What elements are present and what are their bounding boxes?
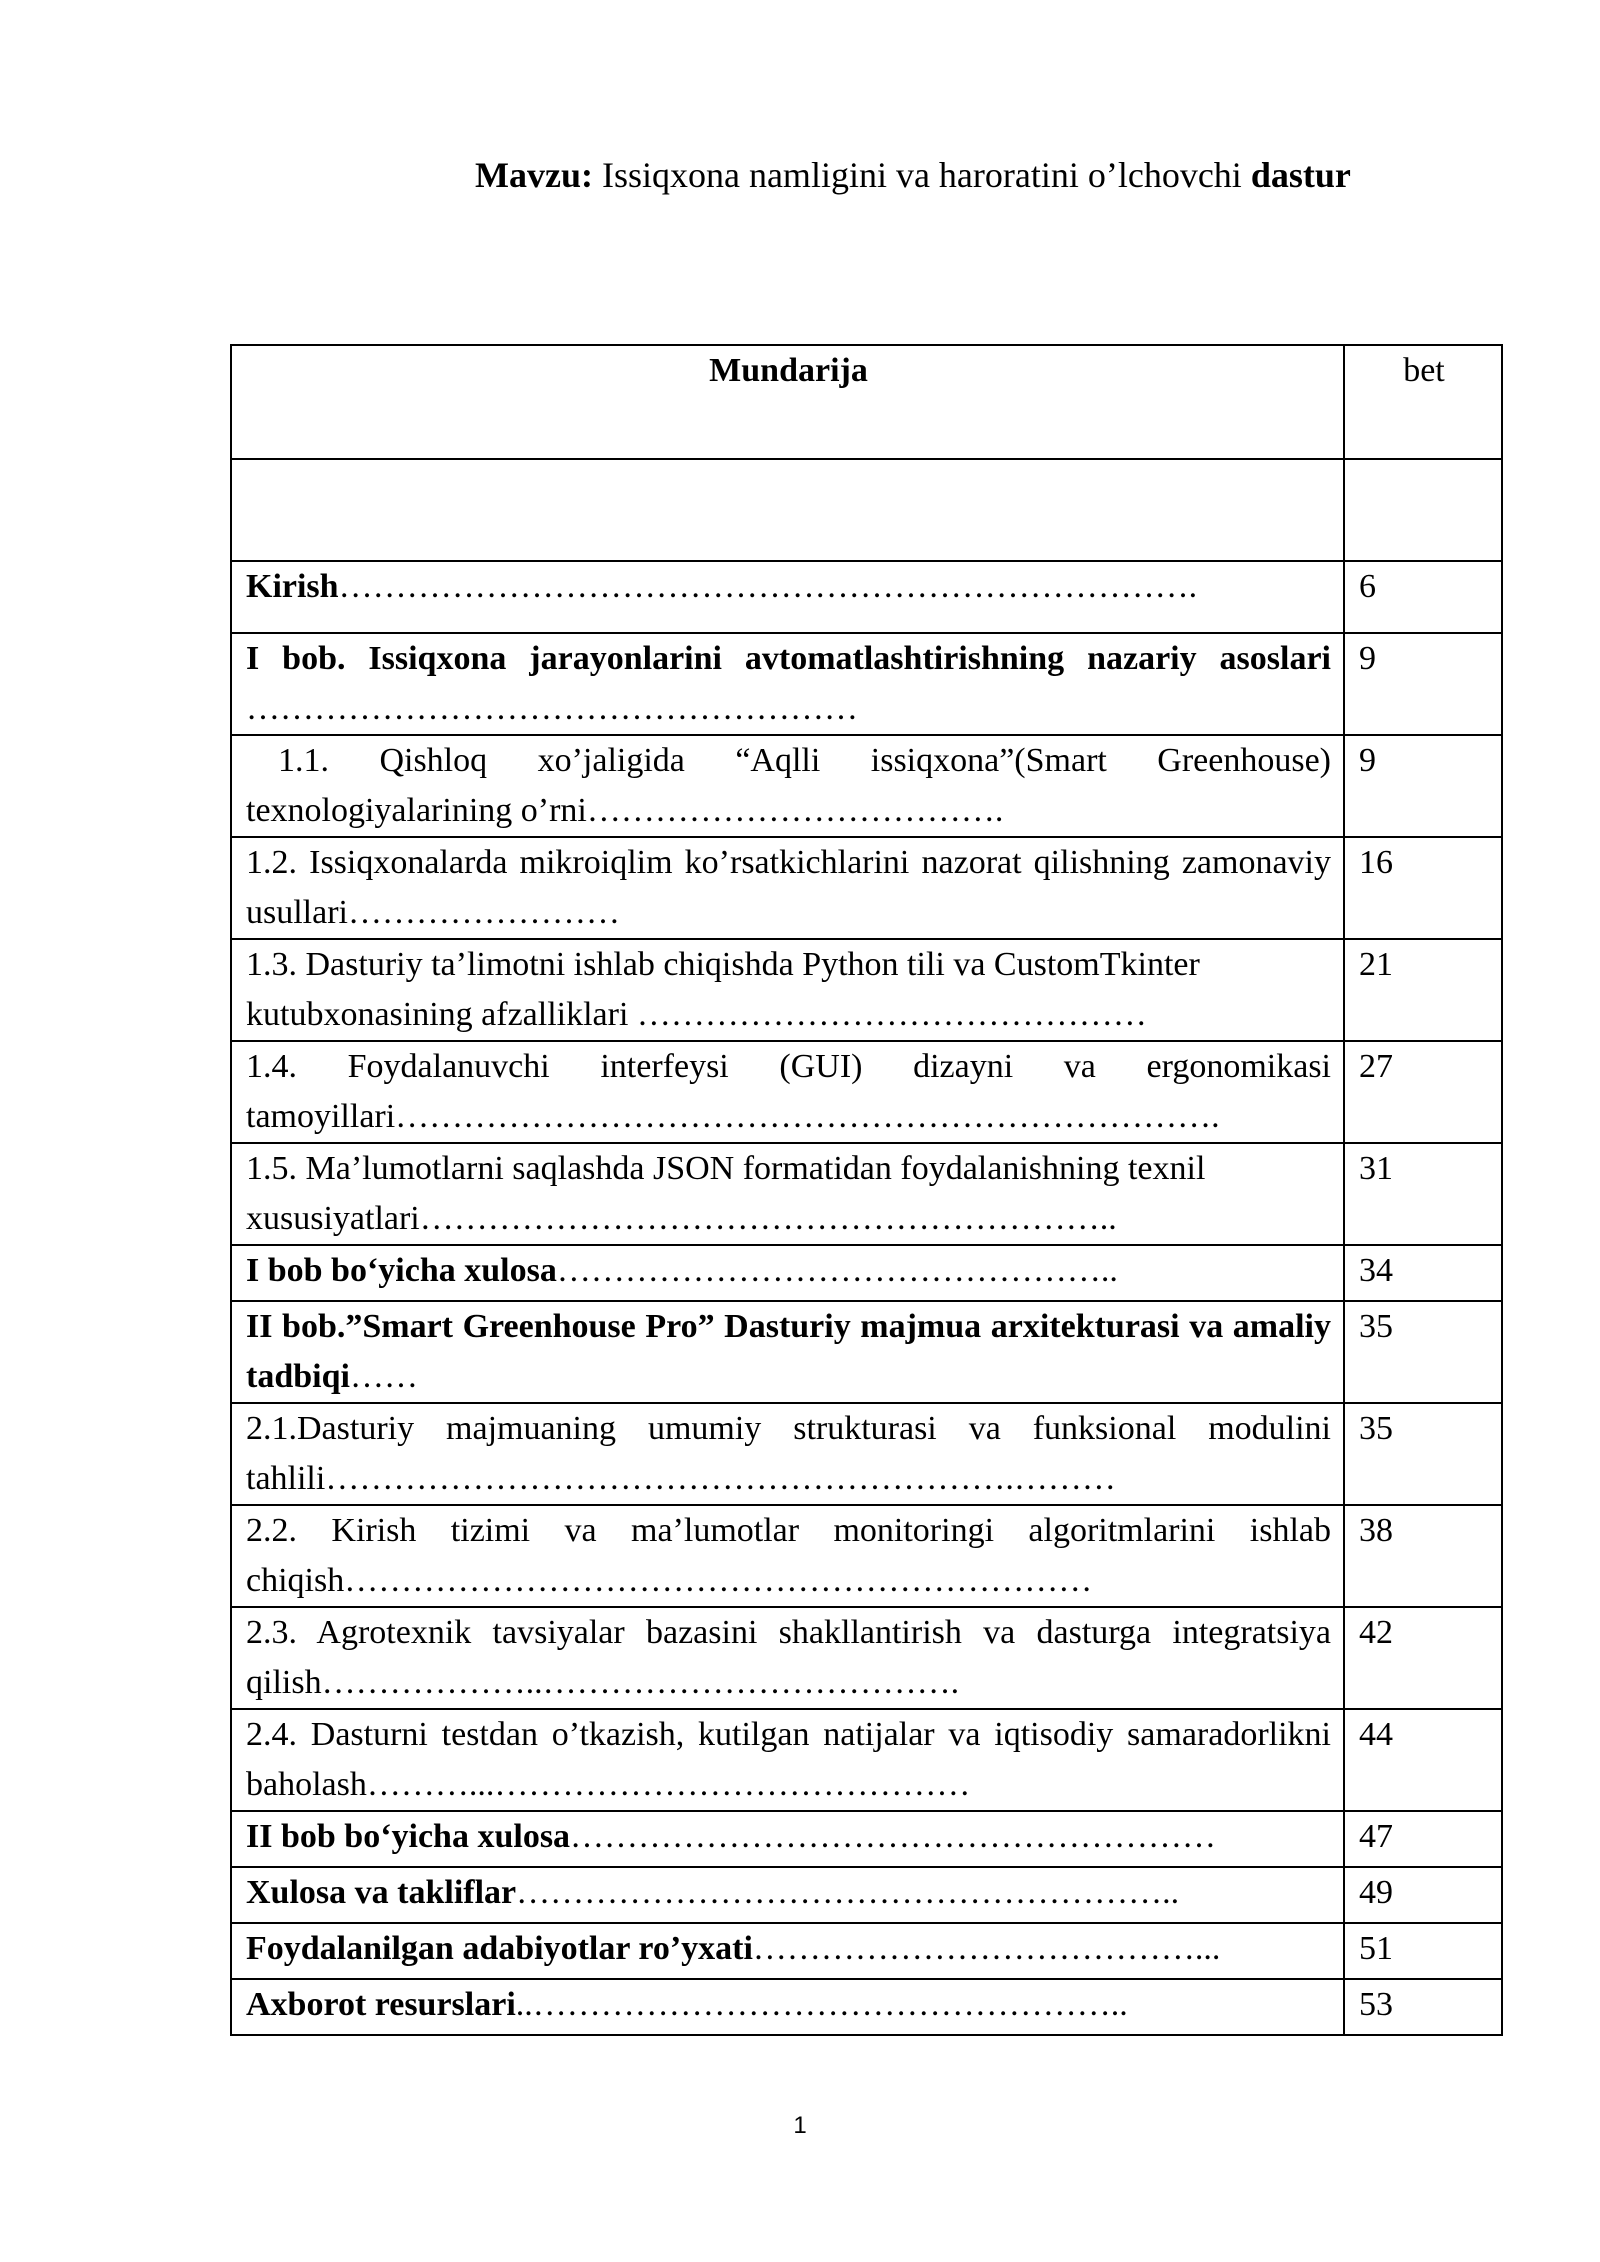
toc-entry (231, 735, 1344, 837)
toc-entry-bold: II bob bo‘yicha xulosa (246, 1818, 571, 1855)
toc-page-number: 27 (1344, 1041, 1502, 1143)
topic-bold-end: dastur (1250, 155, 1351, 195)
toc-page-number: 6 (1344, 561, 1502, 633)
toc-page-number: 9 (1344, 735, 1502, 837)
toc-page-number: 51 (1344, 1923, 1502, 1979)
toc-page-number: 35 (1344, 1301, 1502, 1403)
toc-row (231, 939, 1502, 1041)
toc-entry (231, 1403, 1344, 1505)
toc-page-number: 16 (1344, 837, 1502, 939)
toc-entry-text: 1.3. Dasturiy ta’limotni ishlab chiqishda Python tili va CustomTkinter kutubxonasining afzalliklari ……………………………………… (246, 946, 1200, 1033)
toc-header-row (231, 345, 1502, 459)
table-of-contents (230, 344, 1503, 2036)
toc-entry-text: ………………………………………………… (570, 1818, 1217, 1855)
toc-entry-bold: Kirish (246, 568, 339, 605)
document-topic (475, 150, 1475, 200)
toc-entry (231, 1301, 1344, 1403)
toc-entry-bold: I bob. Issiqxona jarayonlarini avtomatlashtirishning nazariy asoslari (246, 640, 1331, 677)
toc-entry-text: 2.2. Kirish tizimi va ma’lumotlar monitoringi algoritmlarini ishlab chiqish………………………………………………………… (246, 1512, 1331, 1599)
toc-entry (231, 561, 1344, 633)
toc-entry-bold: Axborot resurslari (246, 1986, 516, 2023)
toc-row (231, 1245, 1502, 1301)
toc-entry-text: ………………………………………….. (556, 1252, 1118, 1289)
toc-entry-text: 2.4. Dasturni testdan o’tkazish, kutilgan natijalar va iqtisodiy samaradorlikni baholash………...…………………………………… (246, 1716, 1331, 1803)
toc-entry-text: 1.2. Issiqxonalarda mikroiqlim ko’rsatkichlarini nazorat qilishning zamonaviy usullari…………………… (246, 844, 1331, 931)
toc-entry (231, 837, 1344, 939)
toc-entry-text: 1.4. Foydalanuvchi interfeysi (GUI) dizayni va ergonomikasi tamoyillari………………………………………………………………. (246, 1048, 1331, 1135)
toc-row (231, 1301, 1502, 1403)
toc-entry-text: ..…………………………………………….. (515, 1986, 1128, 2023)
toc-row (231, 1143, 1502, 1245)
toc-entry (231, 1811, 1344, 1867)
toc-page-number: 44 (1344, 1709, 1502, 1811)
topic-text: Issiqxona namligini va haroratini o’lchovchi (592, 155, 1251, 195)
toc-page-number: 47 (1344, 1811, 1502, 1867)
toc-row (231, 1403, 1502, 1505)
toc-empty-row (231, 459, 1502, 561)
toc-row (231, 1709, 1502, 1811)
toc-entry (231, 1709, 1344, 1811)
toc-row (231, 1041, 1502, 1143)
toc-header-page: bet (1344, 345, 1502, 459)
toc-page-number: 49 (1344, 1867, 1502, 1923)
toc-entry-text: …… (349, 1358, 418, 1395)
toc-empty-cell (1344, 459, 1502, 561)
toc-empty-cell (231, 459, 1344, 561)
toc-entry (231, 1505, 1344, 1607)
toc-row (231, 1505, 1502, 1607)
toc-page-number: 53 (1344, 1979, 1502, 2035)
toc-header-title: Mundarija (231, 345, 1344, 459)
toc-entry (231, 1143, 1344, 1245)
toc-row (231, 735, 1502, 837)
page-number: 1 (793, 2112, 807, 2139)
toc-entry-bold: I bob bo‘yicha xulosa (246, 1252, 557, 1289)
toc-row (231, 1811, 1502, 1867)
toc-entry-text: …………………………………... (752, 1930, 1221, 1967)
toc-entry (231, 1245, 1344, 1301)
toc-page-number: 9 (1344, 633, 1502, 735)
toc-page-number: 34 (1344, 1245, 1502, 1301)
toc-page-number: 35 (1344, 1403, 1502, 1505)
toc-entry-text: …………………………………………………………………. (338, 568, 1198, 605)
toc-entry-text: 2.1.Dasturiy majmuaning umumiy strukturasi va funksional modulini tahlili…………………………………………………….……… (246, 1410, 1331, 1497)
toc-page-number: 38 (1344, 1505, 1502, 1607)
toc-row (231, 561, 1502, 633)
toc-row (231, 1923, 1502, 1979)
toc-row (231, 1607, 1502, 1709)
toc-entry-bold: Foydalanilgan adabiyotlar ro’yxati (246, 1930, 753, 1967)
toc-row (231, 837, 1502, 939)
toc-entry (231, 633, 1344, 735)
toc-page-number: 42 (1344, 1607, 1502, 1709)
toc-entry (231, 1979, 1344, 2035)
toc-entry-text: 1.5. Ma’lumotlarni saqlashda JSON formatidan foydalanishning texnil xususiyatlari…………………………………………………….. (246, 1150, 1206, 1237)
toc-row (231, 1979, 1502, 2035)
toc-entry-text: 1.1. Qishloq xo’jaligida “Aqlli issiqxona”(Smart Greenhouse) texnologiyalarining o’rni………………………………. (246, 742, 1331, 829)
toc-entry-text: ……………………………………………… (246, 690, 858, 727)
toc-row (231, 1867, 1502, 1923)
toc-entry-text: 2.3. Agrotexnik tavsiyalar bazasini shakllantirish va dasturga integratsiya qilish………………..………………………………. (246, 1614, 1331, 1701)
toc-page-number: 31 (1344, 1143, 1502, 1245)
toc-entry (231, 1607, 1344, 1709)
toc-entry (231, 1923, 1344, 1979)
toc-entry (231, 1041, 1344, 1143)
toc-row (231, 633, 1502, 735)
toc-entry (231, 1867, 1344, 1923)
toc-entry (231, 939, 1344, 1041)
toc-entry-text: ………………………………………………….. (516, 1874, 1180, 1911)
toc-entry-bold: II bob.”Smart Greenhouse Pro” Dasturiy majmua arxitekturasi va amaliy tadbiqi (246, 1308, 1331, 1395)
toc-entry-bold: Xulosa va takliflar (246, 1874, 517, 1911)
toc-page-number: 21 (1344, 939, 1502, 1041)
topic-label: Mavzu: (475, 155, 593, 195)
